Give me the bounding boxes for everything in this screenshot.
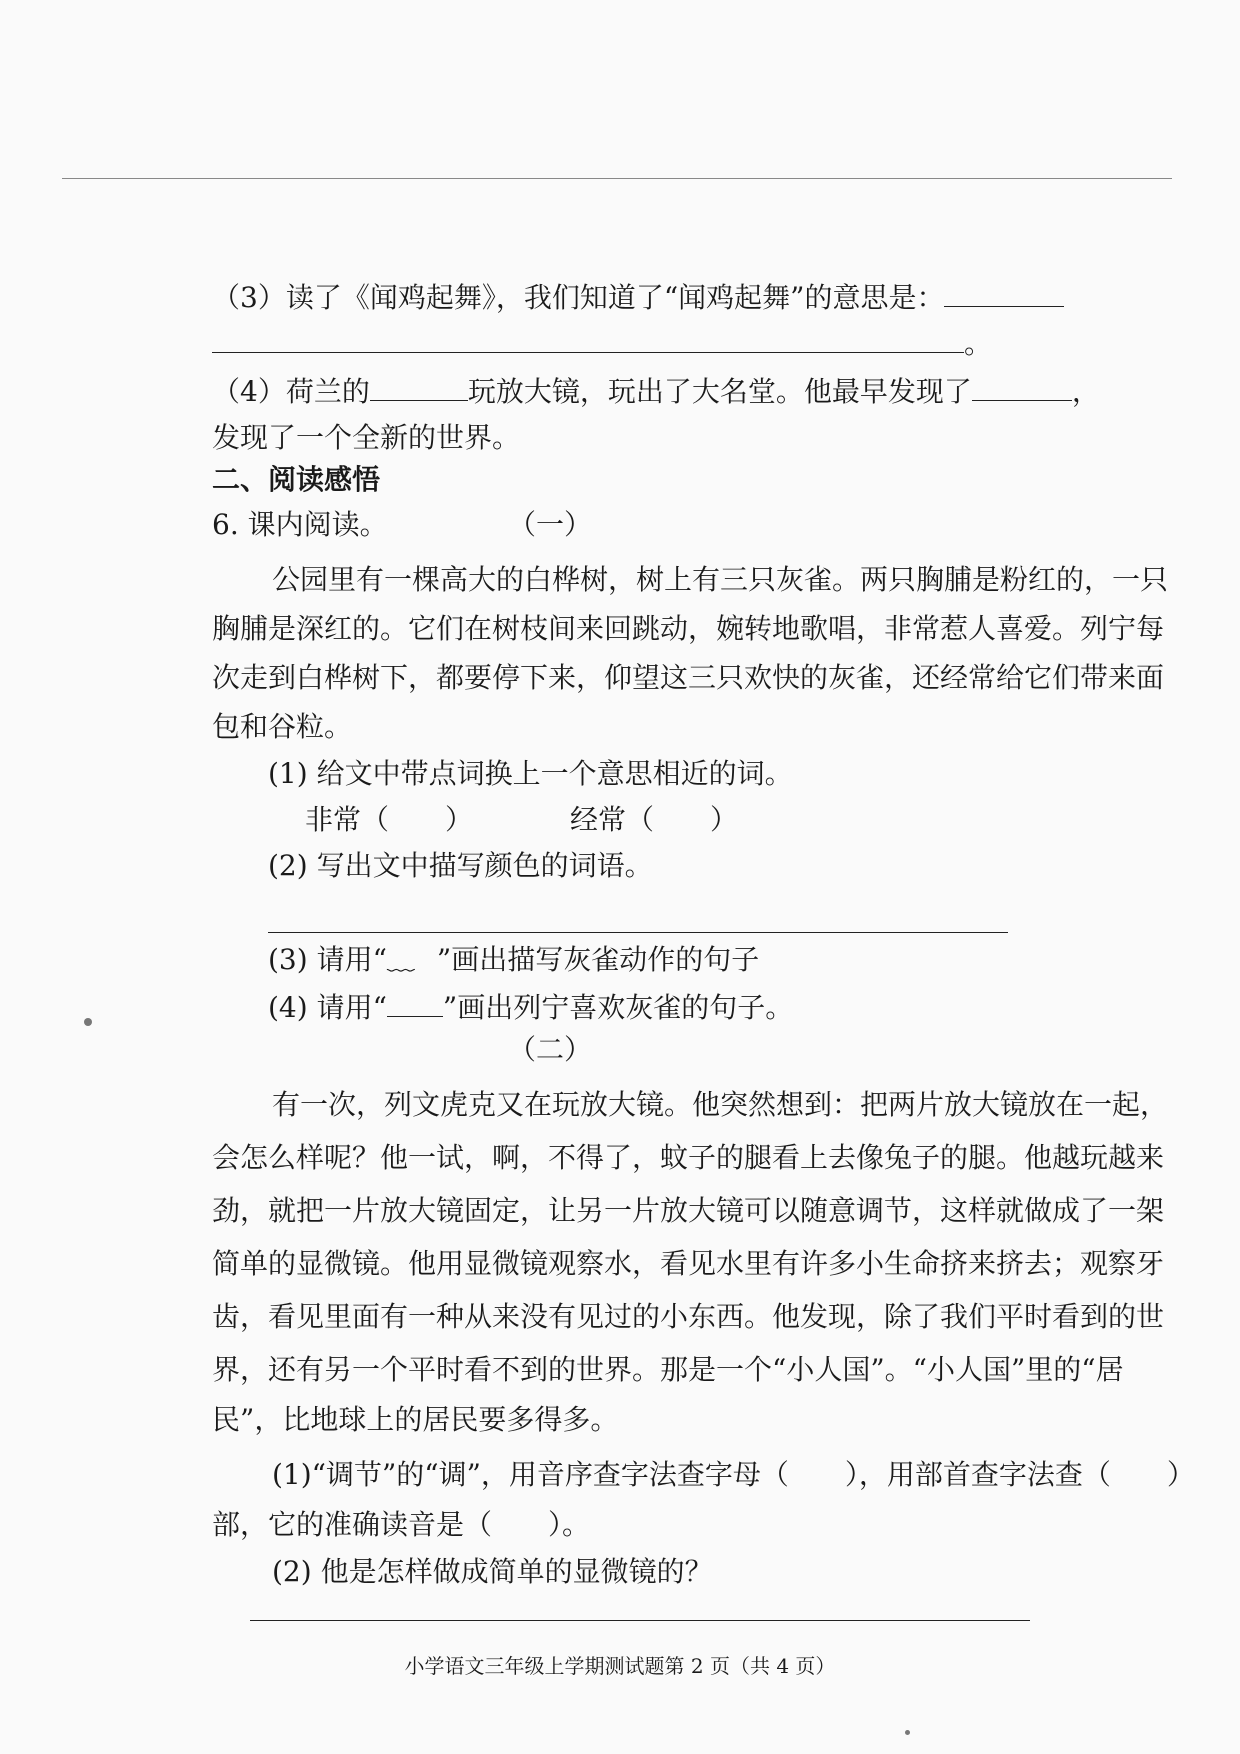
passage-2-line: 界，还有另一个平时看不到的世界。那是一个“小人国”。“小人国”里的“居 [212,1353,1124,1386]
section-title: 二、阅读感悟 [212,463,381,496]
passage-1-line: 胸脯是深红的。它们在树枝间来回跳动，婉转地歌唱，非常惹人喜爱。列宁每 [212,612,1165,645]
question-3: （3）读了《闻鸡起舞》，我们知道了“闻鸡起舞”的意思是： [212,276,1064,318]
p2-question-1-line2: 部，它的准确读音是（ ）。 [212,1508,591,1541]
answer-line[interactable] [250,1620,1030,1621]
p1-question-2: (2) 写出文中描写颜色的词语。 [268,849,653,882]
passage-2-line: 有一次，列文虎克又在玩放大镜。他突然想到：把两片放大镜放在一起， [272,1088,1169,1121]
p1-question-3: (3) 请用“﹏ ”画出描写灰雀动作的句子 [268,940,759,980]
p1-question-1: (1) 给文中带点词换上一个意思相近的词。 [268,757,793,790]
p1-question-4: (4) 请用“ ”画出列宁喜欢灰雀的句子。 [268,991,794,1024]
p1-q1-answer-a[interactable]: 非常（ ） [305,803,474,836]
question-4: （4）荷兰的 玩放大镜，玩出了大名堂。他最早发现了 ， [212,370,1100,412]
wavy-underline-sample: ﹏ [386,943,415,976]
page-footer: 小学语文三年级上学期测试题第 2 页（共 4 页） [404,1654,836,1678]
answer-blank[interactable] [944,276,1064,307]
question-4-line2: 发现了一个全新的世界。 [212,421,521,454]
part-1-mark: （一） [508,508,593,541]
passage-2-line: 劲，就把一片放大镜固定，让另一片放大镜可以随意调节，这样就做成了一架 [212,1194,1165,1227]
p2-question-2: (2) 他是怎样做成简单的显微镜的？ [272,1555,713,1588]
reading-label: 6. 课内阅读。 [212,508,388,541]
passage-1-line: 次走到白桦树下，都要停下来，仰望这三只欢快的灰雀，还经常给它们带来面 [212,661,1165,694]
p1-q1-answer-b[interactable]: 经常（ ） [570,803,739,836]
answer-blank[interactable] [972,370,1072,401]
question-3-line2: 。 [212,322,992,364]
passage-2-line: 简单的显微镜。他用显微镜观察水，看见水里有许多小生命挤来挤去；观察牙 [212,1247,1165,1280]
p2-question-1: (1)“调节”的“调”，用音序查字法查字母（ ），用部首查字法查（ ） [272,1458,1195,1491]
passage-2-line: 齿，看见里面有一种从来没有见过的小东西。他发现，除了我们平时看到的世 [212,1300,1165,1333]
answer-blank[interactable] [212,322,964,353]
straight-underline-sample [387,992,443,1017]
passage-1-line: 公园里有一棵高大的白桦树，树上有三只灰雀。两只胸脯是粉红的，一只 [272,563,1169,596]
passage-2-line: 会怎么样呢？他一试，啊，不得了，蚊子的腿看上去像兔子的腿。他越玩越来 [212,1141,1165,1174]
passage-2-line: 民”，比地球上的居民要多得多。 [212,1403,619,1436]
answer-blank[interactable] [370,370,468,401]
scan-speck [905,1730,910,1735]
page-top-rule [62,178,1172,179]
part-2-mark: （二） [508,1033,593,1066]
passage-1-line: 包和谷粒。 [212,710,353,743]
answer-blank[interactable] [268,902,1008,933]
scan-speck [84,1018,92,1026]
